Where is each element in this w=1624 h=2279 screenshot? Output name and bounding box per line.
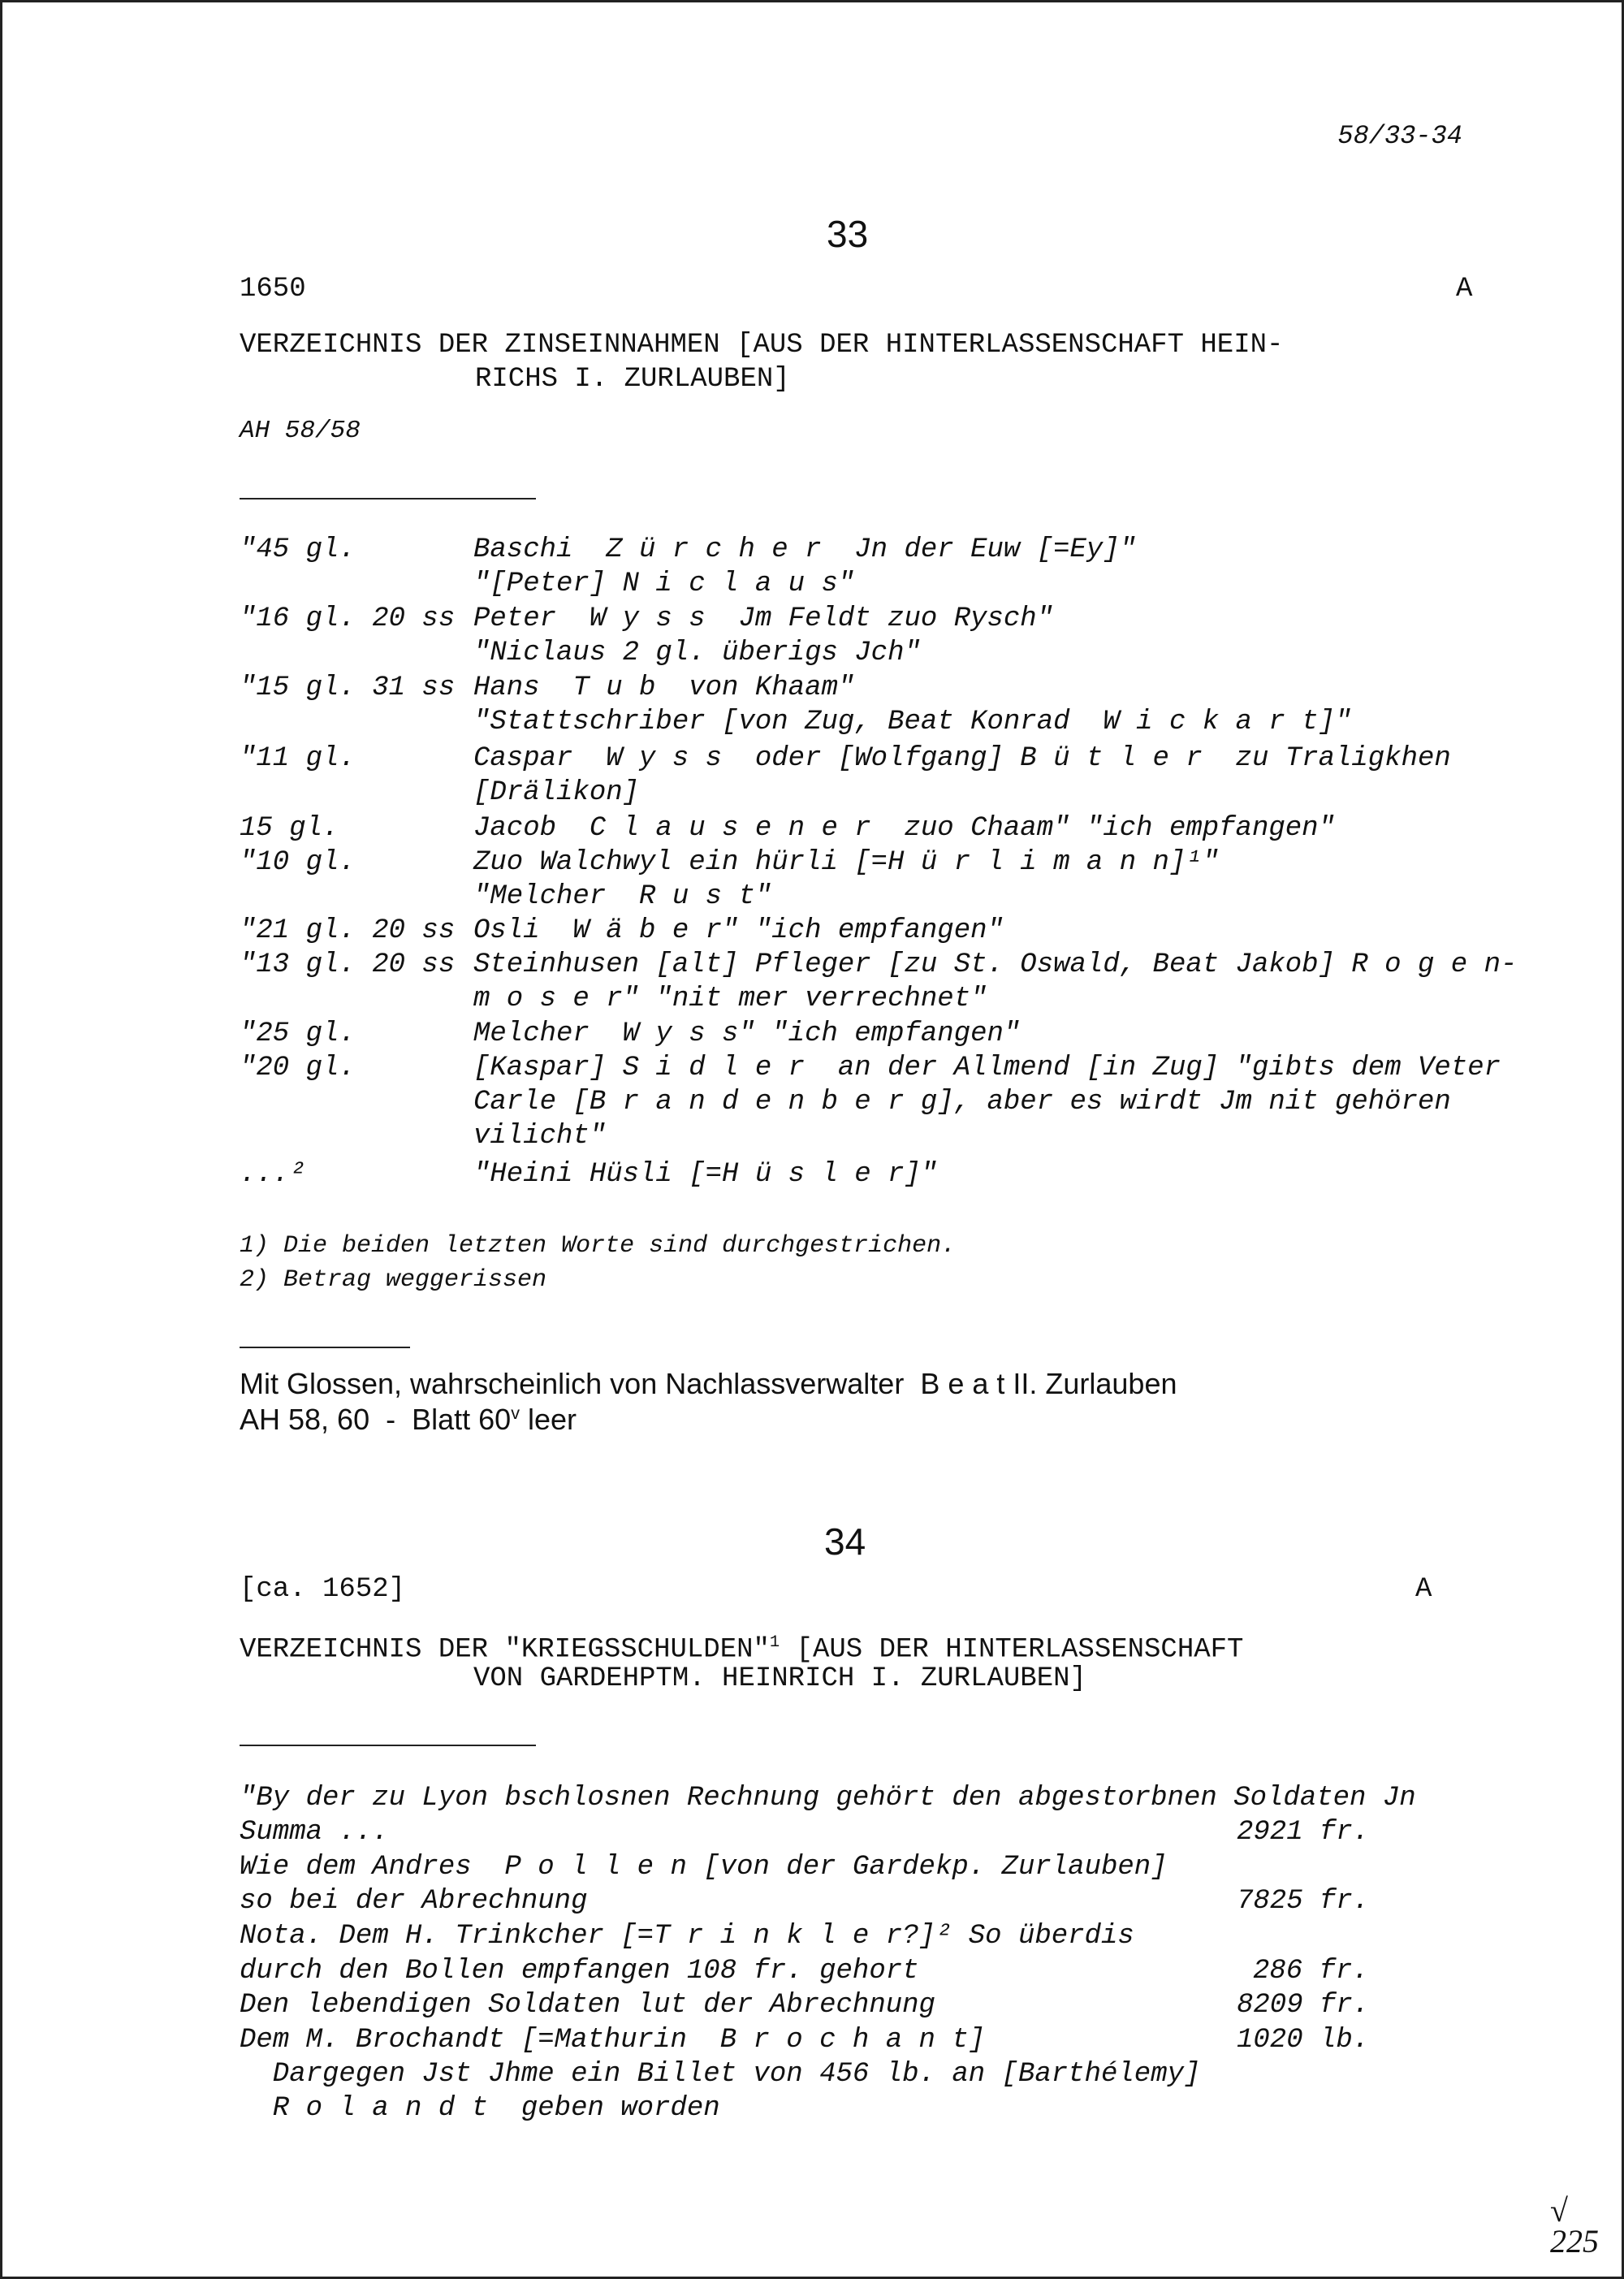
entry-text: "Heini Hüsli [=H ü s l e r]" [473, 1159, 938, 1190]
document-33-signature: AH 58/58 [240, 417, 361, 445]
entry-amount: "10 gl. [240, 847, 356, 878]
document-33-title-line2: RICHS I. ZURLAUBEN] [475, 364, 790, 395]
section-divider [240, 1347, 410, 1348]
footnote: 1) Die beiden letzten Worte sind durchgestrichen. [240, 1232, 957, 1260]
entry-text: "Niclaus 2 gl. überigs Jch" [473, 638, 921, 668]
section-divider [240, 498, 536, 499]
entry-text: Baschi Z ü r c h e r Jn der Euw [=Ey]" [473, 534, 1137, 565]
entry-amount: "25 gl. [240, 1018, 356, 1049]
document-34-title-line1: VERZEICHNIS DER "KRIEGSSCHULDEN"$^1$ [AUS DER HINTERLASSENSCHAFT [240, 1633, 1244, 1666]
entry-amount: "21 gl. 20 ss [240, 915, 456, 946]
debt-amount: 2921 fr. [1237, 1817, 1370, 1848]
debt-text: Nota. Dem H. Trinkcher [=T r i n k l e r?]² So überdis [240, 1921, 1134, 1952]
document-34-title-line2: VON GARDEHPTM. HEINRICH I. ZURLAUBEN] [473, 1663, 1086, 1694]
document-33-date: 1650 [240, 274, 306, 305]
debt-text: Dem M. Brochandt [=Mathurin B r o c h a n t] [240, 2025, 986, 2056]
entry-text: "Stattschriber [von Zug, Beat Konrad W i c k a r t]" [473, 707, 1352, 737]
entry-text: vilicht" [473, 1121, 607, 1152]
debt-text: so bei der Abrechnung [240, 1886, 588, 1917]
debt-text: Den lebendigen Soldaten lut der Abrechnung [240, 1990, 935, 2021]
entry-text: m o s e r" "nit mer verrechnet" [473, 984, 987, 1014]
debt-text: durch den Bollen empfangen 108 fr. gehort [240, 1956, 919, 1987]
page-reference: 58/33-34 [1337, 121, 1462, 151]
entry-amount: "45 gl. [240, 534, 356, 565]
debt-text: Summa ... [240, 1817, 389, 1848]
entry-text: Melcher W y s s" "ich empfangen" [473, 1018, 1021, 1049]
entry-text: Jacob C l a u s e n e r zuo Chaam" "ich empfangen" [473, 813, 1335, 844]
entry-text: Steinhusen [alt] Pfleger [zu St. Oswald, Beat Jakob] R o g e n- [473, 949, 1518, 980]
debt-text: R o l a n d t geben worden [240, 2093, 720, 2124]
entry-text: Carle [B r a n d e n b e r g], aber es wirdt Jm nit gehören [473, 1087, 1451, 1118]
document-33-category: A [1456, 274, 1473, 305]
handwritten-folio-mark: √ 225 [1550, 2192, 1599, 2260]
entry-amount: "11 gl. [240, 743, 356, 774]
footnote: 2) Betrag weggerissen [240, 1266, 547, 1294]
entry-text: Zuo Walchwyl ein hürli [=H ü r l i m a n n]¹" [473, 847, 1220, 878]
debt-amount: 7825 fr. [1237, 1886, 1370, 1917]
entry-amount: "16 gl. 20 ss [240, 603, 456, 634]
entry-text: Caspar W y s s oder [Wolfgang] B ü t l e r zu Traligkhen [473, 743, 1451, 774]
document-33-title-line1: VERZEICHNIS DER ZINSEINNAHMEN [AUS DER HINTERLASSENSCHAFT HEIN- [240, 330, 1284, 361]
entry-amount: 15 gl. [240, 813, 339, 844]
debt-amount: 1020 lb. [1237, 2025, 1370, 2056]
debt-text: "By der zu Lyon bschlosnen Rechnung gehört den abgestorbnen Soldaten Jn [240, 1783, 1416, 1814]
entry-text: Osli W ä b e r" "ich empfangen" [473, 915, 1004, 946]
document-number-33: 33 [827, 213, 869, 255]
entry-text: [Kaspar] S i d l e r an der Allmend [in Zug] "gibts dem Veter [473, 1053, 1501, 1083]
document-34-category: A [1415, 1574, 1432, 1605]
entry-amount: ...² [240, 1159, 306, 1190]
entry-text: "Melcher R u s t" [473, 881, 772, 912]
entry-amount: "15 gl. 31 ss [240, 672, 456, 703]
section-divider [240, 1745, 536, 1746]
entry-amount: "20 gl. [240, 1053, 356, 1083]
debt-amount: 286 fr. [1253, 1956, 1369, 1987]
document-number-34: 34 [824, 1520, 866, 1563]
gloss-note-line2: AH 58, 60 - Blatt 60$^v$ leer [240, 1403, 577, 1436]
entry-amount: "13 gl. 20 ss [240, 949, 456, 980]
entry-text: Peter W y s s Jm Feldt zuo Rysch" [473, 603, 1054, 634]
debt-text: Dargegen Jst Jhme ein Billet von 456 lb. an [Barthélemy] [240, 2059, 1201, 2090]
gloss-note-line1: Mit Glossen, wahrscheinlich von Nachlassverwalter B e a t II. Zurlauben [240, 1367, 1177, 1400]
document-34-date: [ca. 1652] [240, 1574, 406, 1605]
entry-text: "[Peter] N i c l a u s" [473, 569, 855, 599]
debt-text: Wie dem Andres P o l l e n [von der Gardekp. Zurlauben] [240, 1852, 1168, 1883]
entry-text: Hans T u b von Khaam" [473, 672, 855, 703]
entry-text: [Drälikon] [473, 777, 640, 808]
debt-amount: 8209 fr. [1237, 1990, 1370, 2021]
